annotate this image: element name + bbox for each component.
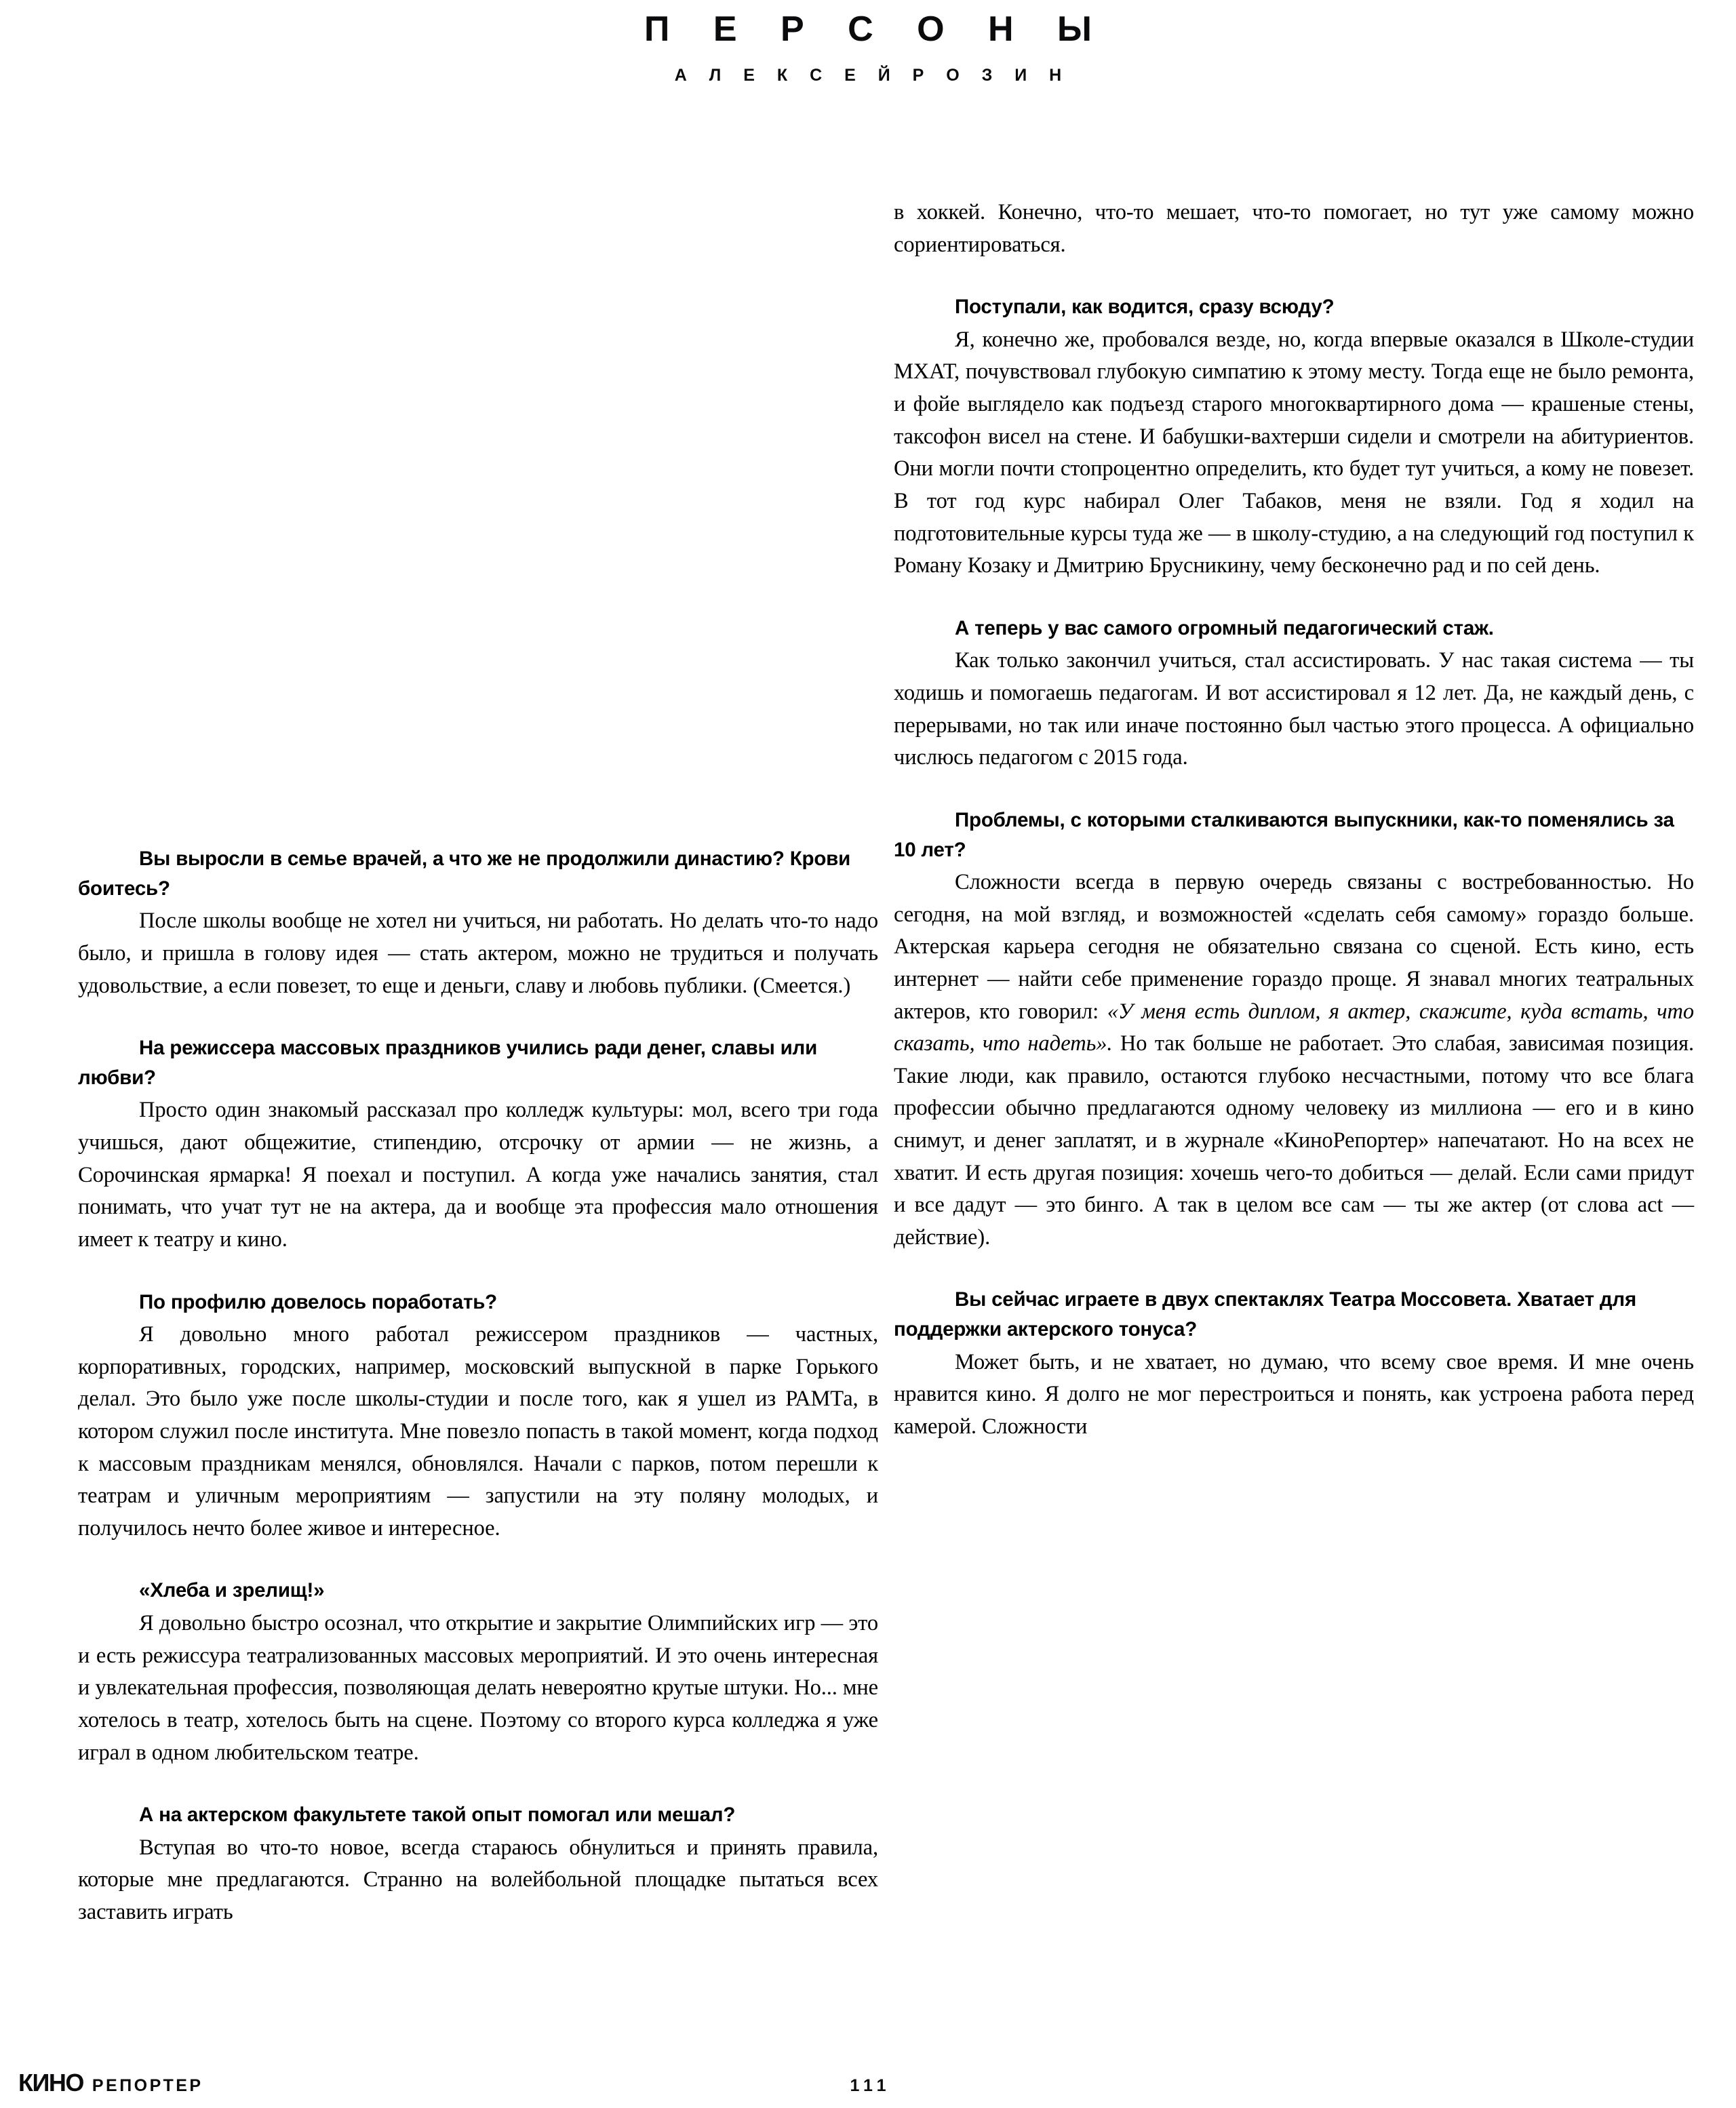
qa-block [78, 844, 878, 1002]
interview-answer: Как только закончил учиться, стал ассистировать. У нас такая система — ты ходишь и помогаешь педагогам. И вот ассистировал я 12 лет. Да, не каждый день, с перерывами, но так или иначе постоянно был частью этого процесса. А официально числюсь педагогом с 2015 года. [894, 648, 1694, 770]
interview-answer: Вступая во что-то новое, всегда стараюсь обнулиться и принять правила, которые мне предлагаются. Странно на волейбольной площадке пытаться всех заставить играть [78, 1835, 878, 1924]
interview-question: «Хлеба и зрелищ!» [139, 1579, 325, 1602]
right-column [894, 197, 1694, 1444]
interview-answer-continued: в хоккей. Конечно, что-то мешает, что-то помогает, но тут уже самому можно сориентироваться. [894, 200, 1694, 257]
qa-block [894, 1285, 1694, 1443]
interview-question: Поступали, как водится, сразу всюду? [955, 296, 1335, 319]
logo-secondary-text: РЕПОРТЕР [92, 2076, 203, 2095]
interview-answer: Просто один знакомый рассказал про колледж культуры: мол, всего три года учишься, дают общежитие, стипендию, отсрочку от армии — не жизнь, а Сорочинская ярмарка! Я поехал и поступил. А когда уже начались занятия, стал понимать, что учат тут не на актера, да и вообще эта профессия мало отношения имеет к театру и кино. [78, 1098, 878, 1252]
qa-block [894, 614, 1694, 774]
qa-block [78, 1288, 878, 1545]
answer-text-part2: Но так больше не работает. Это слабая, зависимая позиция. Такие люди, как правило, остаются глубоко несчастными, потому что все блага профессии обычно предлагаются одному человеку из миллиона — его и в кино снимут, и денег заплатят, и в журнале «КиноРепортер» напечатают. Но на всех не хватит. И есть другая позиция: хочешь чего-то добиться — делай. Если сами придут и все дадут — это бинго. А так в целом все сам — ты же актер (от слова act — действие). [894, 1031, 1694, 1250]
interview-question: По профилю довелось поработать? [139, 1290, 497, 1313]
qa-block [894, 292, 1694, 582]
continuation-paragraph [894, 197, 1694, 261]
interview-answer: Я, конечно же, пробовался везде, но, когда впервые оказался в Школе-студии МХАТ, почувствовал глубокую симпатию к этому месту. Тогда еще не было ремонта, и фойе выглядело как подъезд старого многоквартирного дома — крашеные стены, таксофон висел на стене. И бабушки-вахтерши сидели и смотрели на абитуриентов. Они могли почти стопроцентно определить, кто будет тут учиться, а кому не повезет. В тот год курс набирал Олег Табаков, меня не взяли. Год я ходил на подготовительные курсы туда же — в школу-студию, а на следующий год поступил к Роману Козаку и Дмитрию Брусникину, чему бесконечно рад и по сей день. [894, 327, 1694, 578]
interview-answer [894, 867, 1694, 1254]
logo-primary-text: КИНО [18, 2069, 83, 2096]
page-title: П Е Р С О Н Ы [644, 9, 1109, 49]
qa-block [78, 1576, 878, 1769]
qa-block [894, 806, 1694, 1254]
interview-question: Вы выросли в семье врачей, а что же не продолжили династию? Крови боитесь? [78, 848, 851, 900]
interview-question: Проблемы, с которыми сталкиваются выпускники, как-то поменялись за 10 лет? [894, 808, 1674, 861]
interview-answer: Я довольно много работал режиссером праздников — частных, корпоративных, городских, например, московский выпускной в парке Горького делал. Это было уже после школы-студии и после того, как я ушел из РАМТа, в котором служил после института. Мне повезло попасть в такой момент, когда подход к массовым праздникам менялся, обновлялся. Начали с парков, потом перешли к театрам и уличным мероприятиям — запустили на эту поляну молодых, и получилось нечто более живое и интересное. [78, 1322, 878, 1540]
answer-text-part1: Сложности всегда в первую очередь связаны с востребованностью. Но сегодня, на мой взгляд, и возможностей «сделать себя самому» гораздо больше. Актерская карьера сегодня не обязательно связана со сценой. Есть кино, есть интернет — найти себе применение гораздо проще. Я знавал многих театральных актеров, кто говорил: [894, 870, 1694, 1024]
interview-question: А теперь у вас самого огромный педагогический стаж. [955, 616, 1494, 639]
interview-answer: Я довольно быстро осознал, что открытие и закрытие Олимпийских игр — это и есть режиссура театрализованных массовых мероприятий. И это очень интересная и увлекательная профессия, позволяющая делать невероятно крутые штуки. Но... мне хотелось в театр, хотелось быть на сцене. Поэтому со второго курса колледжа я уже играл в одном любительском театре. [78, 1611, 878, 1765]
interview-question: На режиссера массовых праздников учились ради денег, славы или любви? [78, 1037, 818, 1089]
qa-block [78, 1033, 878, 1256]
interview-answer: После школы вообще не хотел ни учиться, ни работать. Но делать что-то надо было, и пришла в голову идея — стать актером, можно не трудиться и получать удовольствие, а если повезет, то еще и деньги, славу и любовь публики. (Смеется.) [78, 909, 878, 998]
qa-block [78, 1800, 878, 1928]
interview-question: Вы сейчас играете в двух спектаклях Театра Моссовета. Хватает для поддержки актерского тонуса? [894, 1288, 1636, 1341]
interview-question: А на актерском факультете такой опыт помогал или мешал? [139, 1804, 736, 1827]
masthead [0, 0, 1736, 85]
page-number: 111 [850, 2076, 891, 2095]
interview-answer: Может быть, и не хватает, но думаю, что всему свое время. И мне очень нравится кино. Я долго не мог перестроиться и понять, как устроена работа перед камерой. Сложности [894, 1349, 1694, 1439]
page-subtitle: А Л Е К С Е Й Р О З И Н [674, 65, 1071, 85]
left-column [78, 844, 878, 1929]
answer-quote-italic: «У меня есть диплом, я актер, скажите, куда встать, что сказать, что надеть». [894, 999, 1695, 1056]
